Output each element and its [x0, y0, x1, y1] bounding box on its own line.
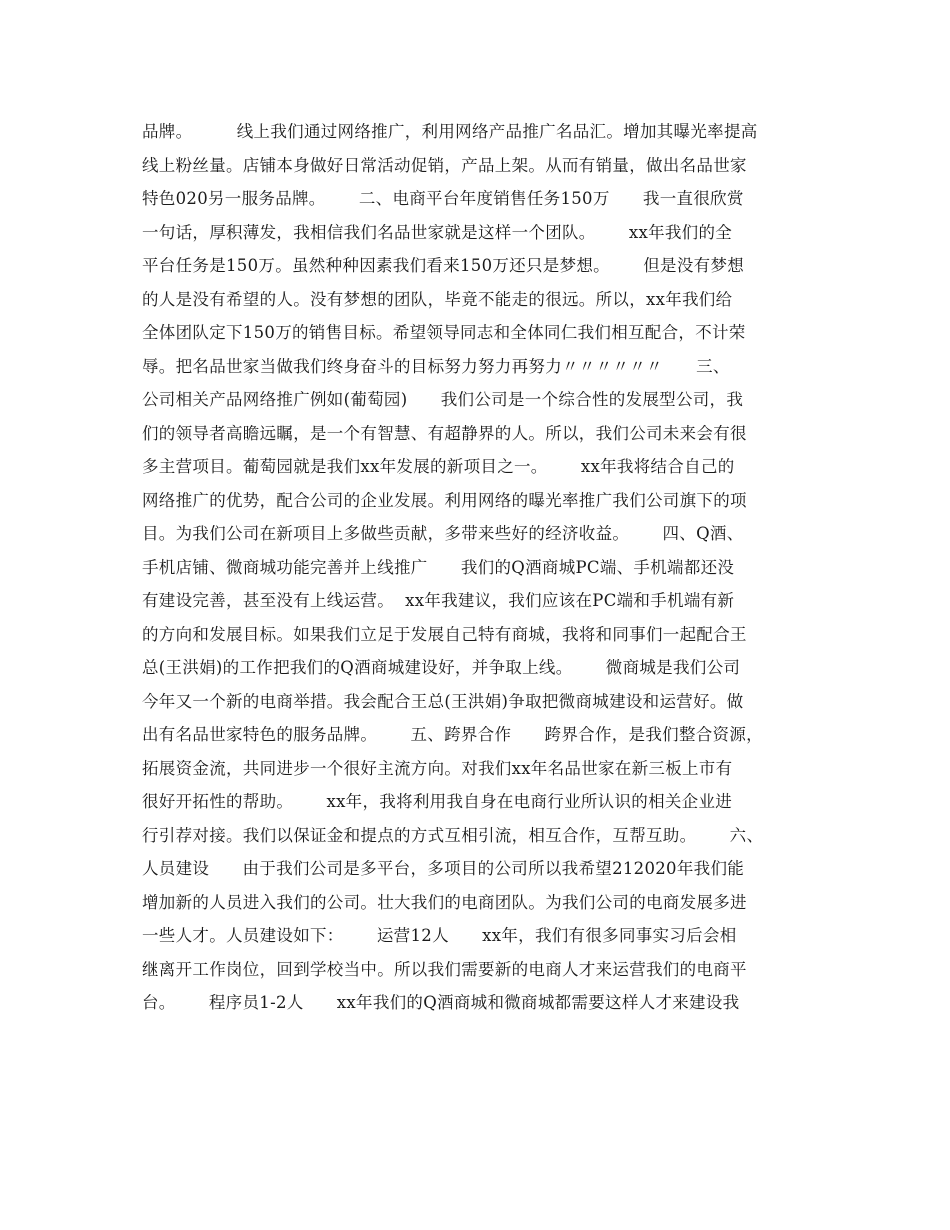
- text-line: 台。 程序员1-2人 xx年我们的Q酒商城和微商城都需要这样人才来建设我: [142, 993, 740, 1012]
- text-line: 今年又一个新的电商举措。我会配合王总(王洪娟)争取把微商城建设和运营好。做: [142, 691, 744, 711]
- text-line: 有建设完善，甚至没有上线运营。 xx年我建议，我们应该在PC端和手机端有新: [142, 591, 735, 610]
- text-line: 总(王洪娟)的工作把我们的Q酒商城建设好，并争取上线。 微商城是我们公司: [142, 658, 741, 677]
- text-line: 人员建设 由于我们公司是多平台，多项目的公司所以我希望212020年我们能: [142, 859, 745, 878]
- text-line: 公司相关产品网络推广例如(葡萄园) 我们公司是一个综合性的发展型公司，我: [142, 390, 744, 409]
- text-line: 线上粉丝量。店铺本身做好日常活动促销，产品上架。从而有销量，做出名品世家: [142, 155, 747, 175]
- text-line: 出有名品世家特色的服务品牌。 五、跨界合作 跨界合作，是我们整合资源，: [142, 725, 763, 744]
- text-line: 特色020另一服务品牌。 二、电商平台年度销售任务150万 我一直很欣赏: [142, 189, 744, 208]
- text-line: 的人是没有希望的人。没有梦想的团队，毕竟不能走的很远。所以，xx年我们给: [142, 289, 733, 309]
- text-line: 多主营项目。葡萄园就是我们xx年发展的新项目之一。 xx年我将结合自己的: [142, 457, 735, 476]
- body-text: [142, 115, 842, 1020]
- text-line: 行引荐对接。我们以保证金和提点的方式互相引流，相互合作，互帮互助。 六、: [142, 825, 764, 845]
- text-line: 拓展资金流，共同进步一个很好主流方向。对我们xx年名品世家在新三板上市有: [142, 758, 733, 778]
- text-line: 网络推广的优势，配合公司的企业发展。利用网络的曝光率推广我们公司旗下的项: [142, 490, 747, 510]
- text-line: 一句话，厚积薄发，我相信我们名品世家就是这样一个团队。 xx年我们的全: [142, 222, 733, 242]
- text-line: 手机店铺、微商城功能完善并上线推广 我们的Q酒商城PC端、手机端都还没: [142, 557, 735, 577]
- text-line: 目。为我们公司在新项目上多做些贡献，多带来些好的经济收益。 四、Q酒、: [142, 524, 744, 543]
- text-line: 品牌。 线上我们通过网络推广，利用网络产品推广名品汇。增加其曝光率提高: [142, 122, 758, 141]
- text-line: 继离开工作岗位，回到学校当中。所以我们需要新的电商人才来运营我们的电商平: [142, 959, 747, 979]
- text-line: 增加新的人员进入我们的公司。壮大我们的电商团队。为我们公司的电商发展多进: [142, 892, 747, 912]
- text-line: 辱。把名品世家当做我们终身奋斗的目标努力努力再努力〃〃〃〃〃〃 三、: [142, 356, 730, 376]
- text-line: 的方向和发展目标。如果我们立足于发展自己特有商城，我将和同事们一起配合王: [142, 624, 747, 644]
- text-line: 全体团队定下150万的销售目标。希望领导同志和全体同仁我们相互配合，不计荣: [142, 323, 746, 342]
- text-line: 很好开拓性的帮助。 xx年，我将利用我自身在电商行业所认识的相关企业进: [142, 792, 733, 811]
- text-line: 们的领导者高瞻远瞩，是一个有智慧、有超静界的人。所以，我们公司未来会有很: [142, 423, 747, 443]
- text-line: 平台任务是150万。虽然种种因素我们看来150万还只是梦想。 但是没有梦想: [142, 256, 745, 275]
- text-line: 一些人才。人员建设如下： 运营12人 xx年，我们有很多同事实习后会相: [142, 926, 737, 945]
